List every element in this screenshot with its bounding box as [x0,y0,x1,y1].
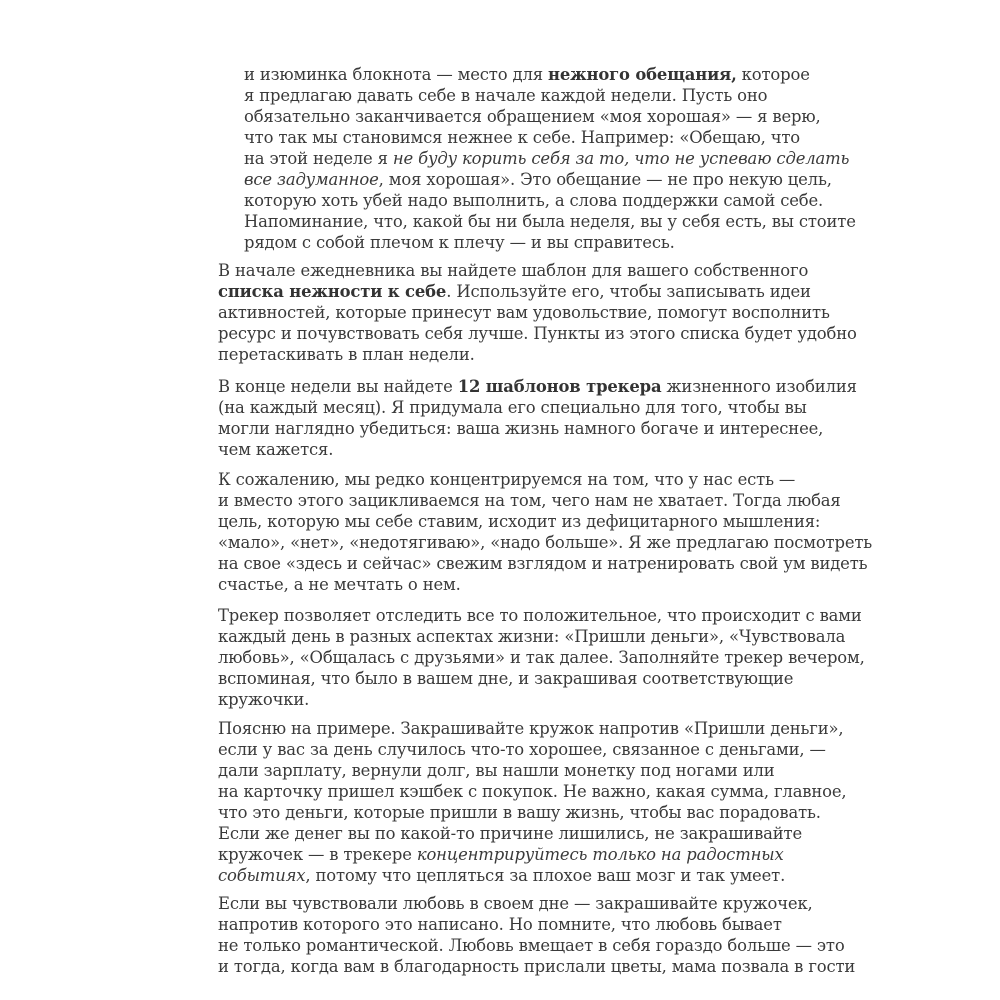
text-line [218,865,847,886]
text-line [218,376,857,397]
text-run: я предлагаю давать себе в начале каждой недели. Пусть оно [244,86,768,105]
text-line [218,844,847,865]
text-run: что так мы становимся нежнее к себе. Например: «Обещаю, что [244,128,801,147]
text-run: что это деньги, которые пришли в вашу жизнь, чтобы вас порадовать. [218,803,821,822]
paragraph-tracker-description [218,605,865,710]
text-run: дали зарплату, вернули долг, вы нашли монетку под ногами или [218,761,775,780]
text-run: каждый день в разных аспектах жизни: «Пришли деньги», «Чувствовала [218,627,846,646]
text-line [244,211,856,232]
text-line [244,106,856,127]
text-line [218,802,847,823]
text-line [218,344,857,365]
paragraph-tenderness-list [218,260,857,365]
text-line [218,532,872,553]
text-line [218,914,855,935]
text-run: . Используйте его, чтобы записывать идеи [446,282,811,301]
text-line [218,781,847,802]
text-run: кружочек — в трекере [218,845,417,864]
text-line [218,553,872,574]
text-run: , потому что цепляться за плохое ваш мозг и так умеет. [305,866,786,885]
text-line [218,397,857,418]
text-line [218,739,847,760]
text-run: не только романтической. Любовь вмещает в себя гораздо больше — это [218,936,845,955]
indented-paragraph [244,64,856,253]
text-run: на карточку пришел кэшбек с покупок. Не важно, какая сумма, главное, [218,782,847,801]
bold-text: 12 шаблонов трекера [457,377,662,396]
text-line [218,718,847,739]
text-run: рядом с собой плечом к плечу — и вы справитесь. [244,233,675,252]
text-run: Трекер позволяет отследить все то положительное, что происходит с вами [218,606,862,625]
text-line [218,647,865,668]
text-run: и тогда, когда вам в благодарность прислали цветы, мама позвала в гости [218,957,856,976]
text-run: которую хоть убей надо выполнить, а слова поддержки самой себе. [244,191,824,210]
text-line [244,190,856,211]
paragraph-money-example [218,718,847,886]
text-run: обязательно заканчивается обращением «моя хорошая» — я верю, [244,107,821,126]
text-line [244,148,856,169]
text-line [218,626,865,647]
italic-text: концентрируйтесь только на радостных [416,845,784,864]
text-line [218,956,855,977]
text-line [244,64,856,85]
text-line [218,511,872,532]
text-line [218,893,855,914]
text-run: счастье, а не мечтать о нем. [218,575,461,594]
paragraph-love-example [218,893,855,977]
text-line [218,418,857,439]
text-line [218,490,872,511]
text-run: могли наглядно убедиться: ваша жизнь намного богаче и интереснее, [218,419,824,438]
text-run: любовь», «Общалась с друзьями» и так далее. Заполняйте трекер вечером, [218,648,865,667]
text-line [218,823,847,844]
text-line [244,169,856,190]
bold-text: списка нежности к себе [218,282,447,301]
text-run: жизненного изобилия [661,377,857,396]
text-run: Напоминание, что, какой бы ни была неделя, вы у себя есть, вы стоите [244,212,856,231]
text-run: В конце недели вы найдете [218,377,458,396]
text-line [244,85,856,106]
text-line [218,469,872,490]
text-run: и вместо этого зацикливаемся на том, чего нам не хватает. Тогда любая [218,491,841,510]
italic-text: событиях [218,866,306,885]
text-run: Поясню на примере. Закрашивайте кружок напротив «Пришли деньги», [218,719,844,738]
text-run: кружочки. [218,690,310,709]
text-line [244,232,856,253]
text-run: цель, которую мы себе ставим, исходит из дефицитарного мышления: [218,512,821,531]
text-run: на свое «здесь и сейчас» свежим взглядом и натренировать свой ум видеть [218,554,868,573]
italic-text: не буду корить себя за то, что не успеваю сделать [392,149,850,168]
text-line [218,260,857,281]
text-run: , моя хорошая». Это обещание — не про некую цель, [378,170,832,189]
text-line [218,760,847,781]
text-line [218,281,857,302]
text-line [244,127,856,148]
text-run: «мало», «нет», «недотягиваю», «надо больше». Я же предлагаю посмотреть [218,533,873,552]
text-run: если у вас за день случилось что-то хорошее, связанное с деньгами, — [218,740,826,759]
text-run: В начале ежедневника вы найдете шаблон для вашего собственного [218,261,809,280]
text-line [218,935,855,956]
text-line [218,689,865,710]
text-run: вспоминая, что было в вашем дне, и закрашивая соответствующие [218,669,794,688]
text-run: (на каждый месяц). Я придумала его специально для того, чтобы вы [218,398,807,417]
text-line [218,302,857,323]
text-run: напротив которого это написано. Но помните, что любовь бывает [218,915,782,934]
text-line [218,605,865,626]
text-run: ресурс и почувствовать себя лучше. Пункты из этого списка будет удобно [218,324,857,343]
text-line [218,439,857,460]
text-run: К сожалению, мы редко концентрируемся на том, что у нас есть — [218,470,796,489]
text-run: Если же денег вы по какой-то причине лишились, не закрашивайте [218,824,803,843]
text-run: чем кажется. [218,440,334,459]
text-line [218,323,857,344]
paragraph-tracker-templates [218,376,857,460]
text-run: перетаскивать в план недели. [218,345,475,364]
text-run: которое [736,65,810,84]
bold-text: нежного обещания, [547,65,737,84]
italic-text: все задуманное [244,170,379,189]
text-line [218,668,865,689]
paragraph-scarcity-thinking [218,469,872,595]
text-line [218,574,872,595]
text-run: на этой неделе я [244,149,393,168]
text-run: Если вы чувствовали любовь в своем дне — закрашивайте кружочек, [218,894,813,913]
text-run: и изюминка блокнота — место для [244,65,548,84]
text-run: активностей, которые принесут вам удовольствие, помогут восполнить [218,303,830,322]
